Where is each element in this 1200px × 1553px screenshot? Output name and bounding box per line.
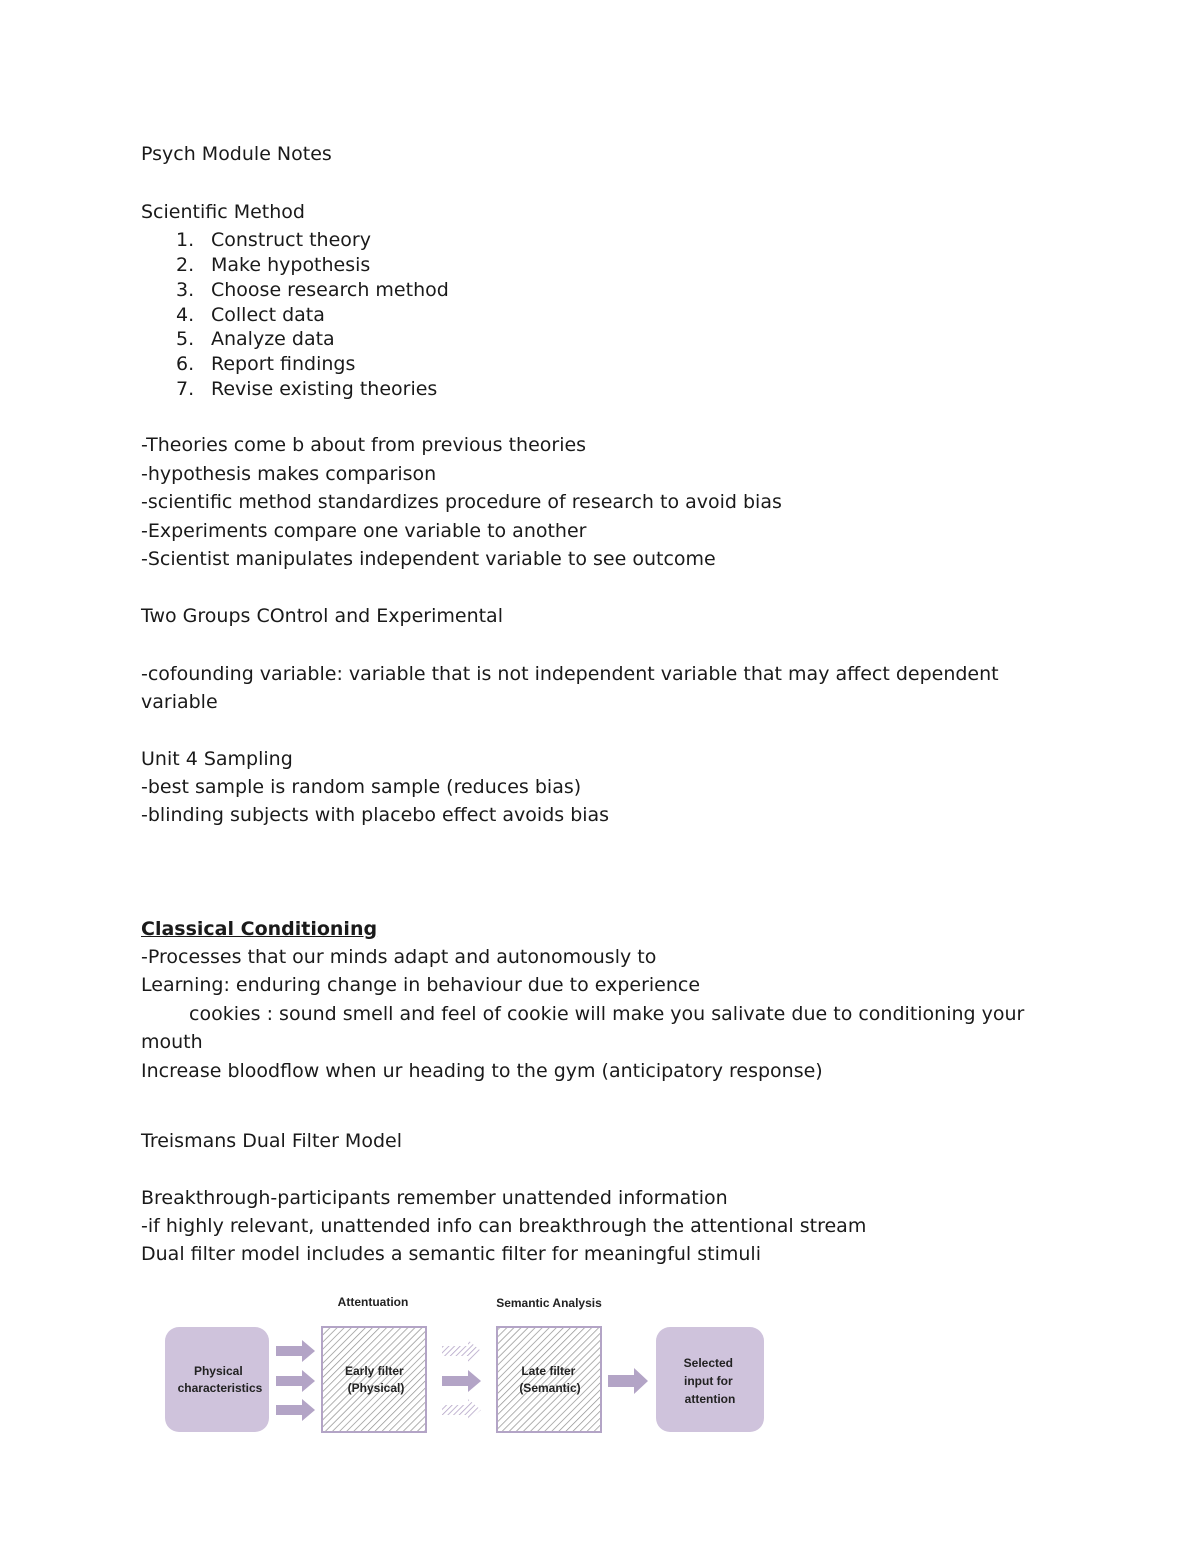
note-line: -scientific method standardizes procedure of research to avoid bias — [141, 491, 782, 513]
input-arrows — [276, 1340, 315, 1421]
classical-line: cookies : sound smell and feel of cookie will make you salivate due to conditioning your — [189, 1003, 1025, 1025]
attenuated-arrows — [442, 1340, 481, 1421]
section-heading-sampling: Unit 4 Sampling — [141, 748, 293, 770]
sampling-line: -best sample is random sample (reduces bias) — [141, 776, 582, 798]
list-number: 5. — [176, 328, 195, 350]
list-item: Make hypothesis — [211, 254, 371, 276]
treisman-line: Dual filter model includes a semantic filter for meaningful stimuli — [141, 1243, 761, 1265]
list-item: Analyze data — [211, 328, 335, 350]
cofounding-line: variable — [141, 691, 218, 713]
classical-line: -Processes that our minds adapt and autonomously to — [141, 946, 657, 968]
treisman-line: Breakthrough-participants remember unattended information — [141, 1187, 728, 1209]
list-item: Construct theory — [211, 229, 371, 251]
classical-line: Learning: enduring change in behaviour due to experience — [141, 974, 701, 996]
list-item: Revise existing theories — [211, 378, 438, 400]
list-number: 2. — [176, 254, 195, 276]
list-number: 6. — [176, 353, 195, 375]
note-line: -Experiments compare one variable to another — [141, 520, 587, 542]
list-item: Choose research method — [211, 279, 449, 301]
classical-line: Increase bloodflow when ur heading to the gym (anticipatory response) — [141, 1060, 823, 1082]
note-line: -Scientist manipulates independent variable to see outcome — [141, 548, 716, 570]
list-number: 1. — [176, 229, 195, 251]
classical-line: mouth — [141, 1031, 203, 1053]
physical-characteristics-text: Physical characteristics — [177, 1364, 263, 1395]
cofounding-line: -cofounding variable: variable that is not independent variable that may affect dependent — [141, 663, 999, 685]
early-filter-box — [322, 1327, 426, 1432]
list-number: 7. — [176, 378, 195, 400]
section-heading-scientific-method: Scientific Method — [141, 201, 305, 223]
treisman-line: -if highly relevant, unattended info can breakthrough the attentional stream — [141, 1215, 867, 1237]
semantic-analysis-label: Semantic Analysis — [496, 1296, 602, 1310]
output-arrow — [608, 1368, 648, 1394]
list-item: Collect data — [211, 304, 325, 326]
note-line: -Theories come b about from previous theories — [141, 434, 587, 456]
selected-input-text: Selected input for attention — [683, 1356, 736, 1406]
late-filter-text: Late filter (Semantic) — [519, 1364, 581, 1395]
note-line: -hypothesis makes comparison — [141, 463, 437, 485]
late-filter-box — [497, 1327, 601, 1432]
sampling-line: -blinding subjects with placebo effect avoids bias — [141, 804, 610, 826]
groups-line: Two Groups COntrol and Experimental — [141, 605, 503, 627]
dual-filter-diagram — [150, 1288, 780, 1448]
early-filter-text: Early filter (Physical) — [344, 1364, 405, 1395]
section-heading-classical-conditioning: Classical Conditioning — [141, 918, 378, 940]
attenuation-label: Attentuation — [337, 1295, 409, 1309]
physical-characteristics-box — [165, 1327, 269, 1432]
section-heading-treisman: Treismans Dual Filter Model — [141, 1130, 402, 1152]
page-title: Psych Module Notes — [141, 143, 332, 165]
list-number: 3. — [176, 279, 195, 301]
list-item: Report findings — [211, 353, 356, 375]
list-number: 4. — [176, 304, 195, 326]
